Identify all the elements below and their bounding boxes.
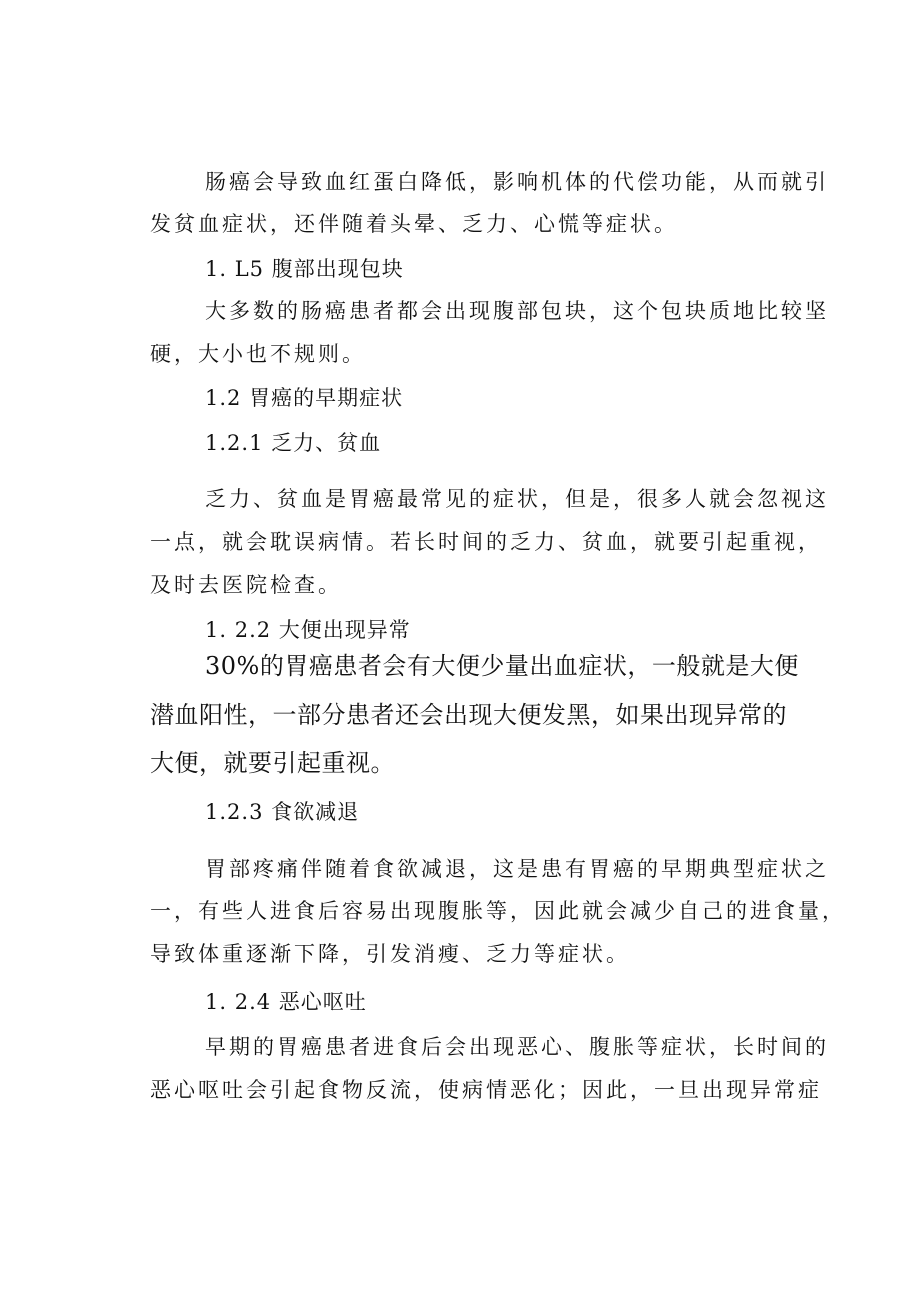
paragraph-nausea-line-2: 恶心呕吐会引起食物反流，使病情恶化；因此，一旦出现异常症 (150, 1078, 822, 1102)
paragraph-stool-line-3: 大便，就要引起重视。 (150, 749, 395, 777)
heading-appetite-loss: 1.2.3 食欲减退 (205, 800, 360, 824)
heading-abnormal-stool: 1. 2.2 大便出现异常 (205, 618, 411, 642)
heading-nausea-vomiting: 1. 2.4 恶心呕吐 (205, 990, 367, 1014)
paragraph-anemia-line-1: 肠癌会导致血红蛋白降低，影响机体的代偿功能，从而就引 (205, 170, 829, 194)
heading-abdominal-mass: 1. L5 腹部出现包块 (205, 257, 404, 281)
paragraph-stool-line-1: 30%的胃癌患者会有大便少量出血症状，一般就是大便 (205, 652, 799, 680)
paragraph-appetite-line-2: 一，有些人进食后容易出现腹胀等，因此就会减少自己的进食量， (150, 899, 846, 923)
paragraph-fatigue-line-3: 及时去医院检查。 (150, 573, 342, 597)
paragraph-appetite-line-3: 导致体重逐渐下降，引发消瘦、乏力等症状。 (150, 942, 630, 966)
paragraph-appetite-line-1: 胃部疼痛伴随着食欲减退，这是患有胃癌的早期典型症状之 (205, 857, 829, 881)
paragraph-nausea-line-1: 早期的胃癌患者进食后会出现恶心、腹胀等症状，长时间的 (205, 1035, 829, 1059)
paragraph-fatigue-line-2: 一点，就会耽误病情。若长时间的乏力、贫血，就要引起重视， (150, 530, 822, 554)
paragraph-anemia-line-2: 发贫血症状，还伴随着头晕、乏力、心慌等症状。 (150, 212, 678, 236)
paragraph-mass-line-2: 硬，大小也不规则。 (150, 342, 366, 366)
paragraph-mass-line-1: 大多数的肠癌患者都会出现腹部包块，这个包块质地比较坚 (205, 299, 829, 323)
heading-gastric-early-symptoms: 1.2 胃癌的早期症状 (205, 386, 404, 410)
paragraph-fatigue-line-1: 乏力、贫血是胃癌最常见的症状，但是，很多人就会忽视这 (205, 487, 829, 511)
paragraph-stool-line-2: 潜血阳性，一部分患者还会出现大便发黑，如果出现异常的 (150, 701, 787, 729)
heading-fatigue-anemia: 1.2.1 乏力、贫血 (205, 431, 382, 455)
